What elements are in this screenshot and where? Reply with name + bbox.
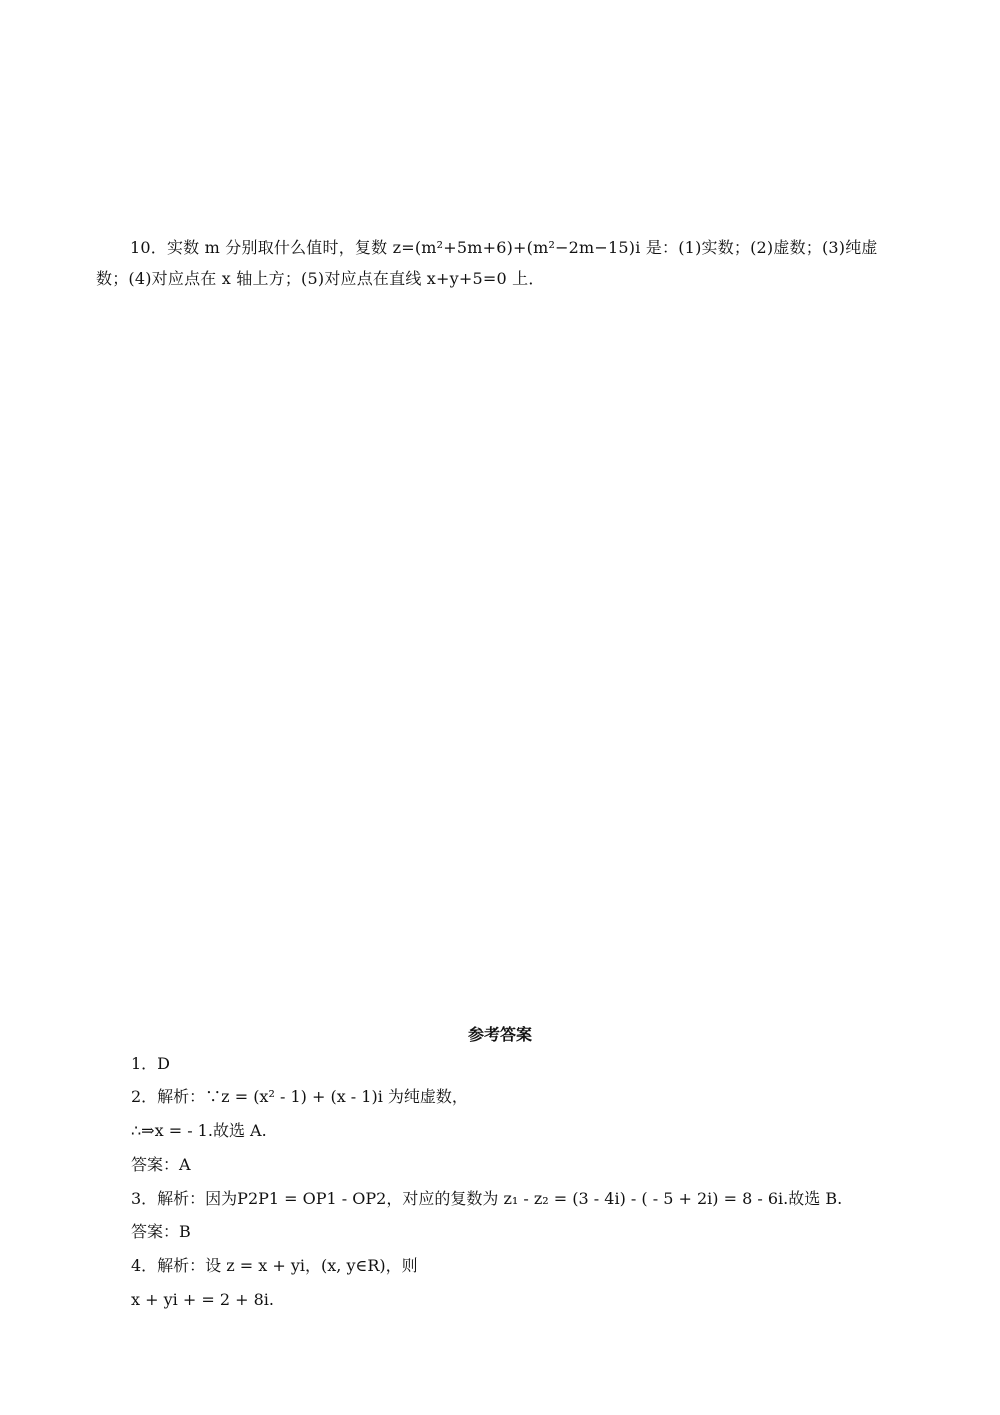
question-10-line-1: 10．实数 m 分别取什么值时，复数 z=(m²+5m+6)+(m²−2m−15)i 是：(1)实数；(2)虚数；(3)纯虚 [130,238,878,257]
question-10-line-2: 数；(4)对应点在 x 轴上方；(5)对应点在直线 x+y+5=0 上． [96,269,545,288]
answer-line: ∴⇒x = - 1.故选 A. [131,1121,267,1140]
answer-line: 3．解析：因为P2P1 = OP1 - OP2，对应的复数为 z₁ - z₂ = (3 - 4i) - ( - 5 + 2i) = 8 - 6i.故选 B. [131,1189,843,1208]
answer-line: x + yi + = 2 + 8i. [131,1290,274,1309]
answer-line: 答案：B [131,1222,191,1241]
answers-heading: 参考答案 [467,1025,532,1044]
answer-line: 1．D [131,1054,171,1073]
answer-line: 答案：A [131,1155,191,1174]
question-10 [96,232,908,294]
answer-line: 4．解析：设 z = x + yi，(x, y∈R)，则 [131,1256,418,1275]
answer-line: 2．解析：∵z = (x² - 1) + (x - 1)i 为纯虚数， [131,1087,468,1106]
